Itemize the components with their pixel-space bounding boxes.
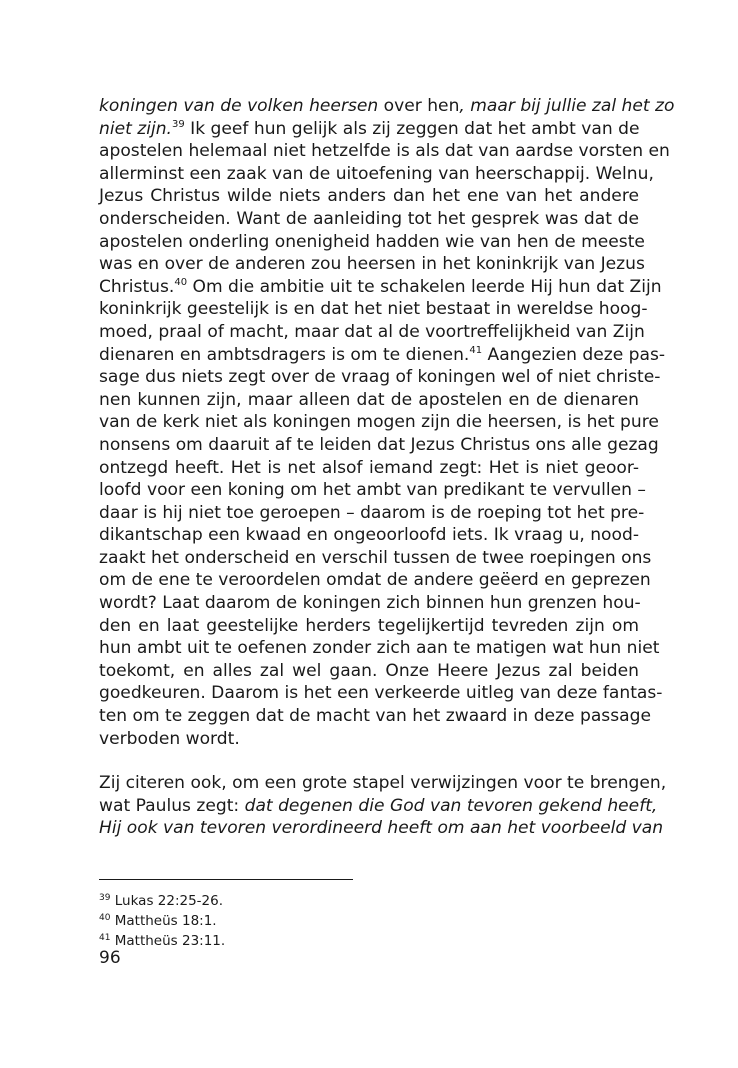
text-line <box>99 569 651 592</box>
text-segment: dikantschap een kwaad en ongeoorloofd iets. Ik vraag u, nood- <box>99 525 639 546</box>
text-line <box>99 795 658 818</box>
footnote-text: Mattheüs 18:1. <box>110 913 217 929</box>
text-segment: apostelen helemaal niet hetzelfde is als dat van aardse vorsten en <box>99 141 670 162</box>
footnotes <box>99 891 225 951</box>
footnote-number: 40 <box>99 913 111 923</box>
footnote-text: Lukas 22:25-26. <box>110 893 224 909</box>
text-segment: moed, praal of macht, maar dat al de voortreffelijkheid van Zijn <box>99 321 645 342</box>
text-segment: onderscheiden. Want de aanleiding tot het gesprek was dat de <box>99 208 639 229</box>
text-line <box>99 772 667 795</box>
text-segment: was en over de anderen zou heersen in het koninkrijk van Jezus <box>99 254 645 275</box>
paragraph-1 <box>99 95 675 750</box>
italic-quote: koningen van de volken heersen <box>99 96 379 116</box>
body-text <box>99 95 675 840</box>
text-line <box>99 95 675 118</box>
text-line <box>99 344 666 367</box>
italic-quote: , maar bij jullie zal het zo <box>459 96 675 116</box>
footnote-reference: 41 <box>469 344 483 356</box>
paragraph-2 <box>99 772 667 840</box>
footnote-number: 39 <box>99 893 111 903</box>
text-line <box>99 321 645 344</box>
text-segment: Om die ambitie uit te schakelen leerde Hij hun dat Zijn <box>187 276 662 297</box>
text-segment: apostelen onderling onenigheid hadden wie van hen de meeste <box>99 231 645 252</box>
text-segment: Christus. <box>99 276 175 297</box>
text-line <box>99 434 659 457</box>
text-segment: koninkrijk geestelijk is en dat het niet bestaat in wereldse hoog- <box>99 299 648 320</box>
text-line <box>99 411 659 434</box>
text-segment: nonsens om daaruit af te leiden dat Jezus Christus ons alle gezag <box>99 434 659 455</box>
footnote <box>99 891 225 911</box>
text-line <box>99 682 663 705</box>
text-line <box>99 163 654 186</box>
text-segment: dienaren en ambtsdragers is om te dienen. <box>99 344 470 365</box>
text-segment: zaakt het onderscheid en verschil tussen de twee roepingen ons <box>99 547 652 568</box>
italic-quote: Hij ook van tevoren verordineerd heeft om aan het voorbeeld van <box>99 818 664 839</box>
text-line <box>99 637 660 660</box>
footnote <box>99 911 225 931</box>
footnote-number: 41 <box>99 933 111 943</box>
text-segment: loofd voor een koning om het ambt van predikant te vervullen – <box>99 480 646 501</box>
text-line <box>99 140 670 163</box>
text-segment: sage dus niets zegt over de vraag of koningen wel of niet christe- <box>99 367 661 388</box>
text-line <box>99 389 639 412</box>
text-line <box>99 524 639 547</box>
text-segment: Aangezien deze pas- <box>482 344 666 365</box>
text-segment: Jezus Christus wilde niets anders dan het ene van het andere <box>99 186 639 207</box>
text-segment: daar is hij niet toe geroepen – daarom is de roeping tot het pre- <box>99 502 645 523</box>
text-line <box>99 253 645 276</box>
text-line <box>99 298 648 321</box>
text-segment: toekomt, en alles zal wel gaan. Onze Heere Jezus zal beiden <box>99 660 639 681</box>
text-line <box>99 118 639 141</box>
page-number: 96 <box>99 948 121 968</box>
text-line <box>99 502 645 525</box>
text-line <box>99 615 639 638</box>
footnote-text: Mattheüs 23:11. <box>110 933 226 949</box>
text-segment: over hen <box>378 96 460 116</box>
footnote-reference: 39 <box>171 118 185 130</box>
text-segment: ontzegd heeft. Het is net alsof iemand zegt: Het is niet geoor- <box>99 457 639 478</box>
italic-quote: dat degenen die God van tevoren gekend heeft, <box>244 795 658 816</box>
footnote-separator <box>99 879 353 880</box>
text-segment: wordt? Laat daarom de koningen zich binnen hun grenzen hou- <box>99 593 641 614</box>
text-segment: verboden wordt. <box>99 728 240 749</box>
text-segment: nen kunnen zijn, maar alleen dat de apostelen en de dienaren <box>99 389 639 410</box>
text-segment: van de kerk niet als koningen mogen zijn die heersen, is het pure <box>99 412 659 433</box>
text-line <box>99 276 662 299</box>
footnote-reference: 40 <box>174 276 188 288</box>
text-line <box>99 817 664 840</box>
text-line <box>99 547 652 570</box>
text-segment: den en laat geestelijke herders tegelijkertijd tevreden zijn om <box>99 615 639 636</box>
text-segment: Ik geef hun gelijk als zij zeggen dat het ambt van de <box>184 118 640 139</box>
text-segment: allerminst een zaak van de uitoefening van heerschappij. Welnu, <box>99 163 654 184</box>
text-line <box>99 479 646 502</box>
text-line <box>99 728 639 751</box>
text-segment: wat Paulus zegt: <box>99 795 245 816</box>
text-line <box>99 705 651 728</box>
text-line <box>99 231 645 254</box>
text-line <box>99 208 639 231</box>
text-segment: goedkeuren. Daarom is het een verkeerde uitleg van deze fantas- <box>99 683 663 704</box>
text-line <box>99 592 639 615</box>
text-segment: hun ambt uit te oefenen zonder zich aan te matigen wat hun niet <box>99 638 660 659</box>
italic-quote: niet zijn. <box>99 118 172 139</box>
text-segment: om de ene te veroordelen omdat de andere geëerd en geprezen <box>99 570 651 591</box>
text-line <box>99 660 639 683</box>
text-line <box>99 457 639 480</box>
text-line <box>99 185 639 208</box>
text-segment: ten om te zeggen dat de macht van het zwaard in deze passage <box>99 706 651 727</box>
text-line <box>99 366 661 389</box>
text-segment: Zij citeren ook, om een grote stapel verwijzingen voor te brengen, <box>99 773 667 794</box>
